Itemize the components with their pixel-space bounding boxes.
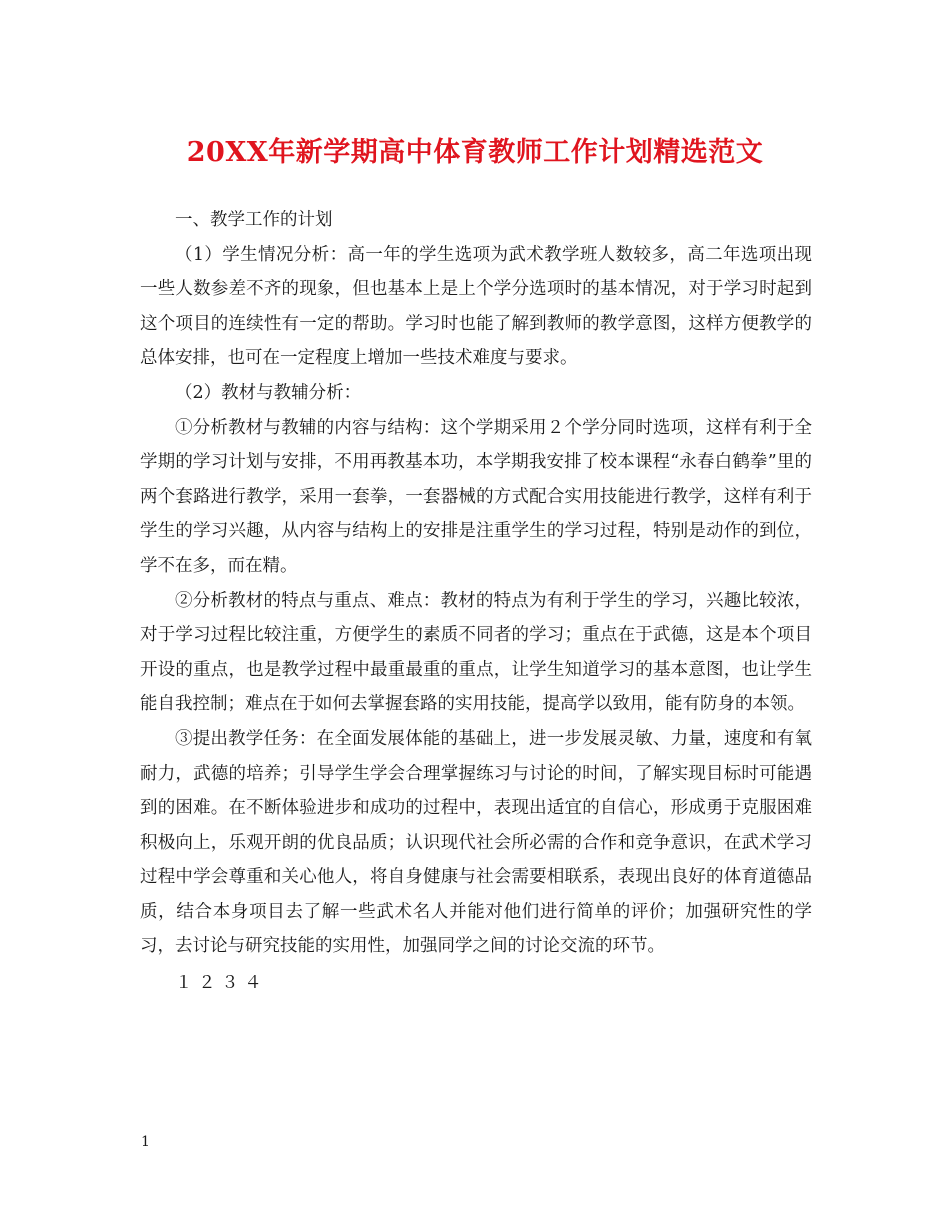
paragraph-student-analysis: （1）学生情况分析：高一年的学生选项为武术教学班人数较多，高二年选项出现一些人数参差不齐的现象，但也基本上是上个学分选项时的基本情况，对于学习时起到这个项目的连续性有一定的帮助。学习时也能了解到教师的教学意图，这样方便教学的总体安排，也可在一定程度上增加一些技术难度与要求。 [140, 244, 812, 369]
document-title: 20XX年新学期高中体育教师工作计划精选范文 [186, 137, 764, 168]
page-links[interactable]: １ ２ ３ ４ [175, 973, 262, 994]
paragraph-materials-heading: （2）教材与教辅分析： [175, 382, 362, 403]
paragraph-key-points: ②分析教材的特点与重点、难点：教材的特点为有利于学生的学习，兴趣比较浓，对于学习过程比较注重，方便学生的素质不同者的学习；重点在于武德，这是本个项目开设的重点，也是教学过程中最重最重的重点，让学生知道学习的基本意图，也让学生能自我控制；难点在于如何去掌握套路的实用技能，提高学以致用，能有防身的本领。 [140, 590, 812, 715]
paragraph-content-structure: ①分析教材与教辅的内容与结构：这个学期采用２个学分同时选项，这样有利于全学期的学习计划与安排，不用再教基本功，本学期我安排了校本课程“永春白鹤拳”里的两个套路进行教学，采用一套拳，一套器械的方式配合实用技能进行教学，这样有利于学生的学习兴趣，从内容与结构上的安排是注重学生的学习过程，特别是动作的到位，学不在多，而在精。 [140, 417, 812, 576]
page-number: 1 [141, 1134, 150, 1150]
paragraph-teaching-tasks: ③提出教学任务：在全面发展体能的基础上，进一步发展灵敏、力量，速度和有氧耐力，武德的培养；引导学生学会合理掌握练习与讨论的时间，了解实现目标时可能遇到的困难。在不断体验进步和成功的过程中，表现出适宜的自信心，形成勇于克服困难积极向上，乐观开朗的优良品质；认识现代社会所必需的合作和竞争意识，在武术学习过程中学会尊重和关心他人，将自身健康与社会需要相联系，表现出良好的体育道德品质，结合本身项目去了解一些武术名人并能对他们进行简单的评价；加强研究性的学习，去讨论与研究技能的实用性，加强同学之间的讨论交流的环节。 [140, 728, 812, 957]
document-body [140, 203, 812, 1001]
section-heading: 一、教学工作的计划 [175, 210, 333, 230]
